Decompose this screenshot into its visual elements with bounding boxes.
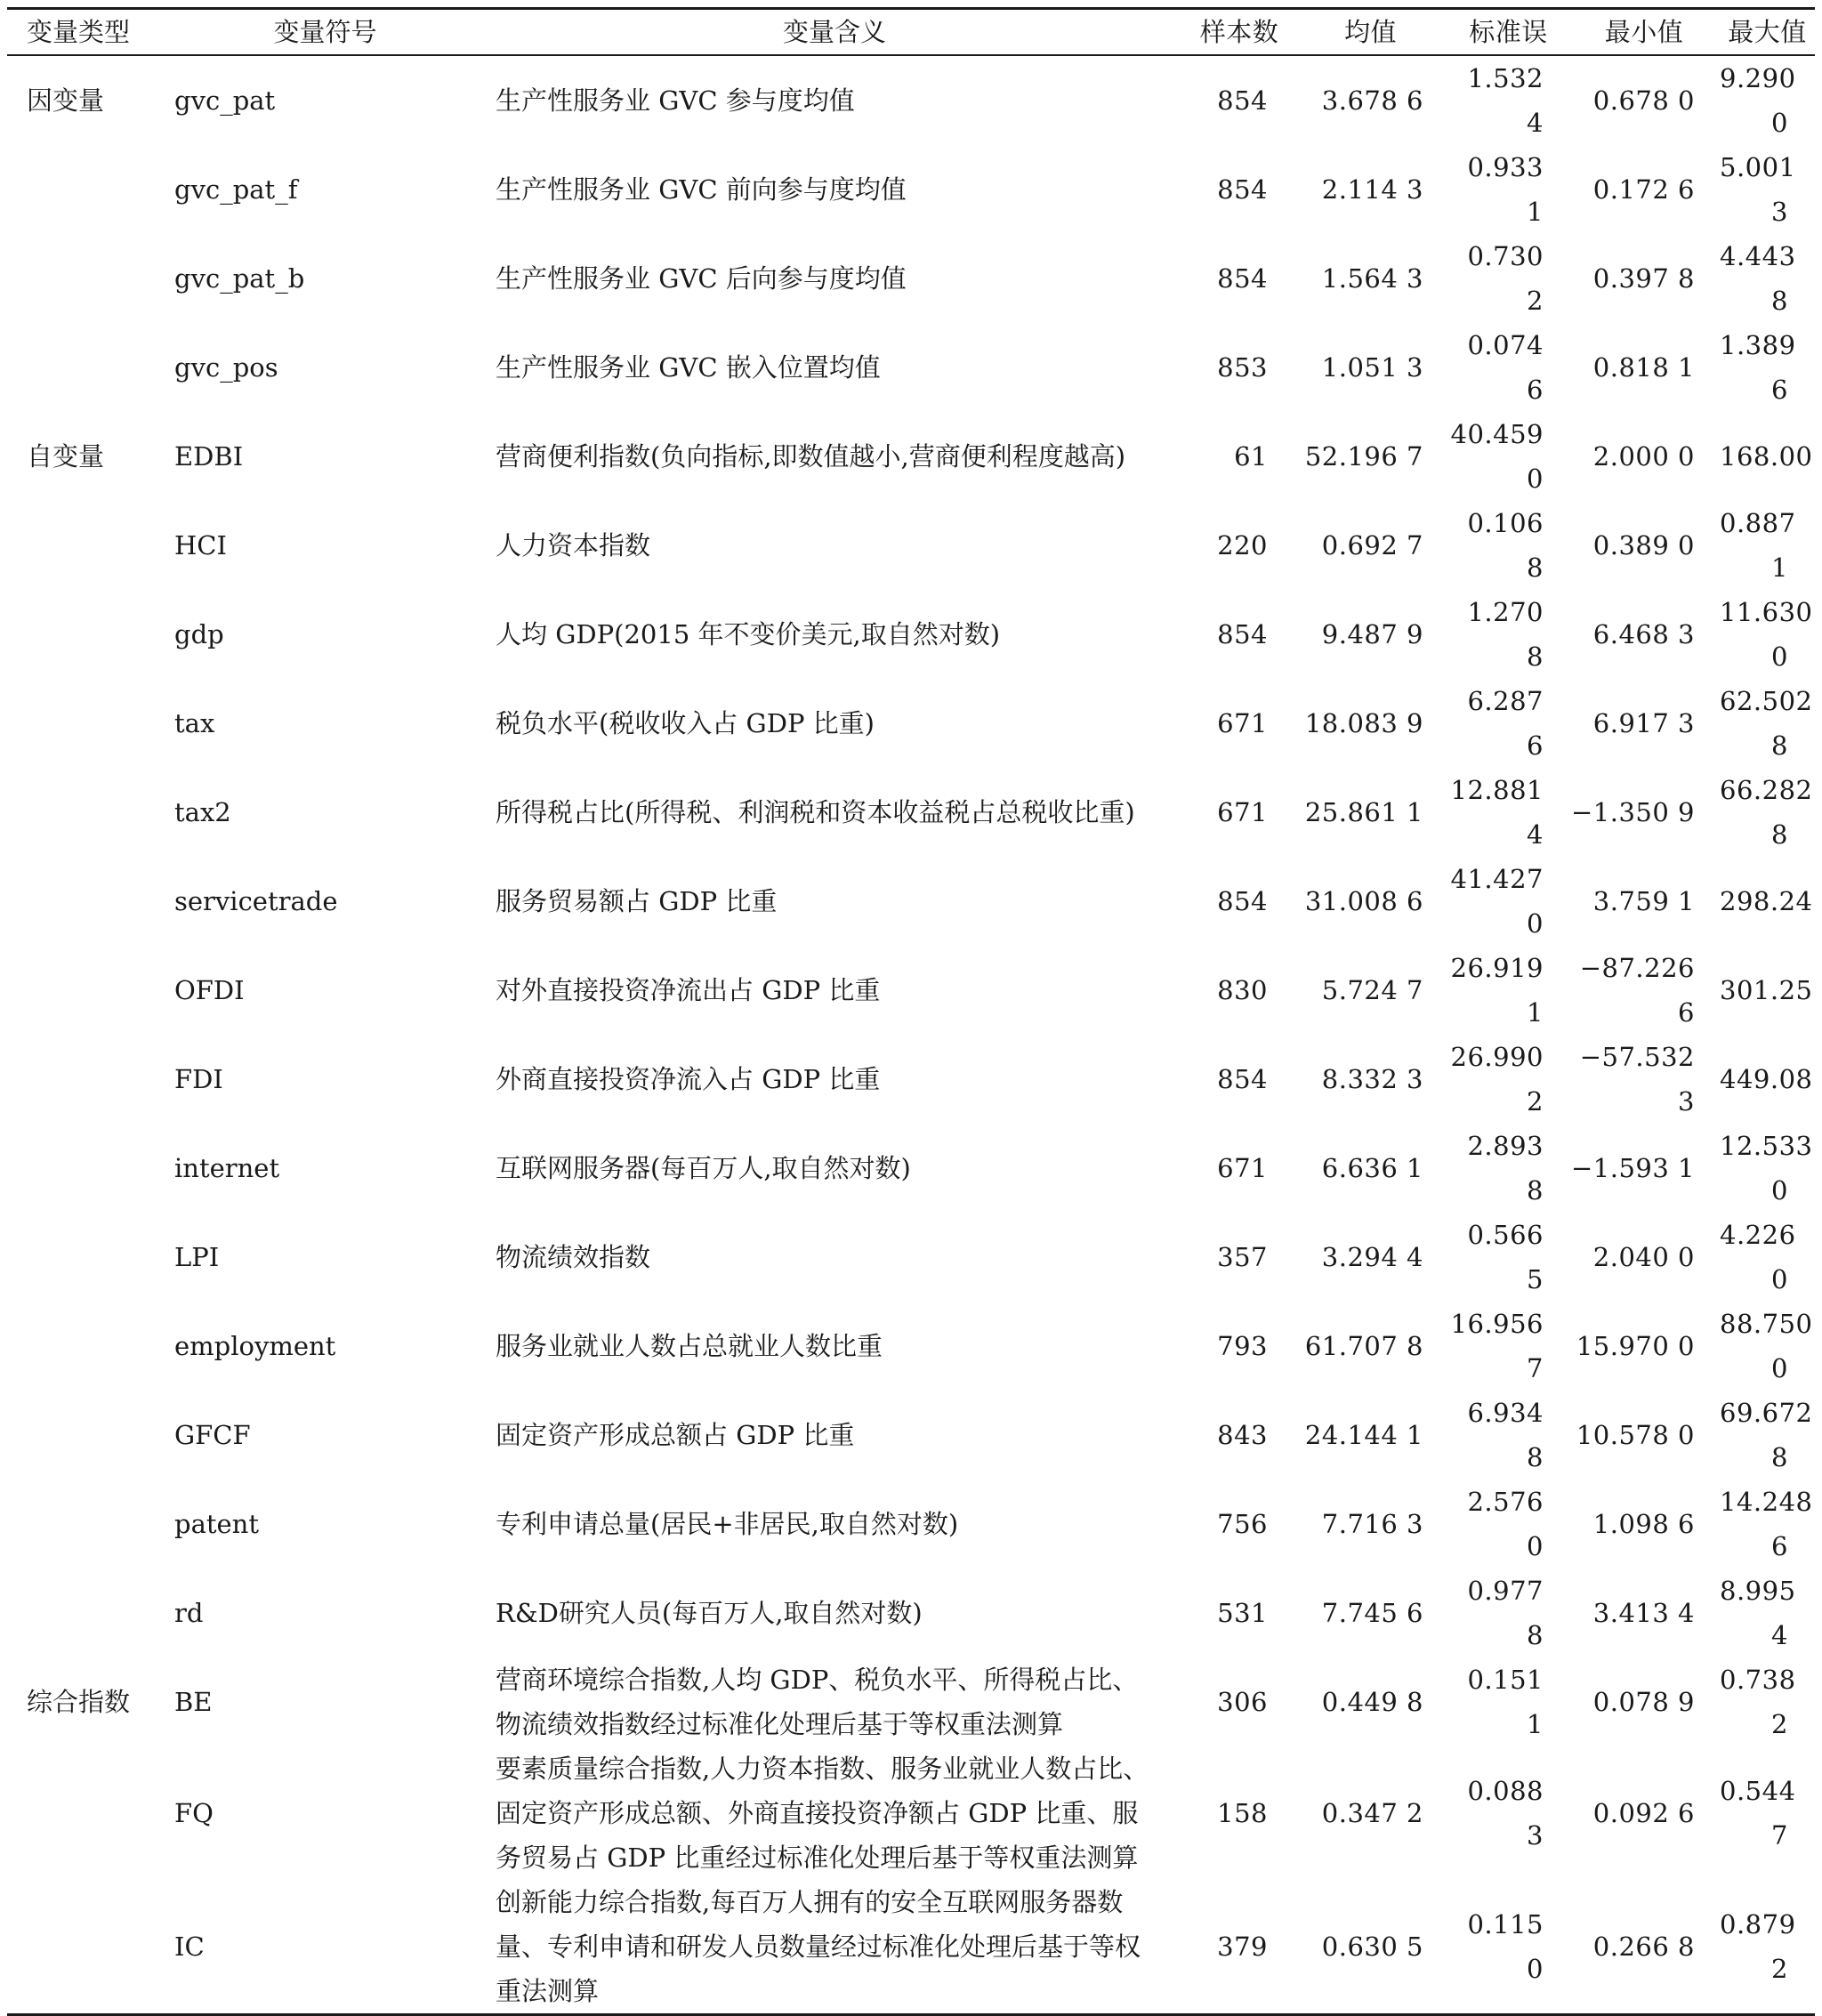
cell-max: 0.887 1: [1720, 508, 1796, 583]
cell-type: [7, 946, 167, 1035]
table-row: [7, 55, 1815, 145]
cell-max: 298.24: [1720, 886, 1813, 916]
cell-min: 0.389 0: [1592, 530, 1695, 560]
cell-max: 69.672 8: [1720, 1398, 1813, 1472]
cell-min: −1.350 9: [1571, 797, 1695, 827]
table-row: [7, 1480, 1815, 1568]
cell-max: 301.25: [1720, 975, 1813, 1005]
cell-mean: 0.692 7: [1321, 530, 1423, 560]
cell-min: 3.759 1: [1592, 886, 1695, 916]
cell-mean: 2.114 3: [1321, 174, 1423, 205]
cell-symbol: gdp: [174, 619, 224, 649]
cell-min: −87.226 6: [1579, 953, 1695, 1028]
cell-max: 4.226 0: [1720, 1220, 1796, 1294]
cell-n: 379: [1217, 1931, 1268, 1962]
cell-meaning: 生产性服务业 GVC 参与度均值: [496, 85, 855, 116]
cell-symbol: FDI: [174, 1064, 223, 1094]
table-row: [7, 1568, 1815, 1657]
table-body: [7, 55, 1815, 2015]
cell-type: [7, 501, 167, 590]
cell-min: 15.970 0: [1576, 1331, 1695, 1361]
cell-meaning: 对外直接投资净流出占 GDP 比重: [496, 975, 881, 1005]
cell-meaning: 服务业就业人数占总就业人数比重: [496, 1331, 883, 1361]
table-row: [7, 501, 1815, 590]
cell-symbol: HCI: [174, 530, 227, 560]
cell-se: 0.088 3: [1467, 1776, 1544, 1851]
cell-n: 671: [1217, 708, 1268, 738]
cell-max: 88.750 0: [1720, 1309, 1813, 1383]
cell-min: 1.098 6: [1592, 1509, 1695, 1539]
cell-n: 306: [1217, 1687, 1268, 1717]
cell-min: 2.040 0: [1592, 1242, 1695, 1272]
cell-n: 854: [1217, 174, 1268, 205]
cell-min: 0.397 8: [1592, 263, 1695, 294]
cell-max: 66.282 8: [1720, 775, 1813, 850]
table-row: [7, 857, 1815, 946]
cell-symbol: gvc_pat_b: [174, 263, 305, 294]
cell-n: 61: [1234, 441, 1268, 472]
cell-se: 6.934 8: [1467, 1398, 1544, 1472]
cell-meaning: 要素质量综合指数,人力资本指数、服务业就业人数占比、固定资产形成总额、外商直接投资净额占 GDP 比重、服务贸易占 GDP 比重经过标准化处理后基于等权重法测算: [496, 1754, 1149, 1873]
cell-n: 854: [1217, 886, 1268, 916]
cell-max: 449.08: [1720, 1064, 1813, 1094]
cell-symbol: FQ: [174, 1798, 214, 1828]
cell-symbol: GFCF: [174, 1420, 251, 1450]
cell-mean: 0.347 2: [1321, 1798, 1423, 1828]
cell-mean: 25.861 1: [1304, 797, 1423, 827]
cell-se: 2.893 8: [1467, 1131, 1544, 1206]
cell-max: 62.502 8: [1720, 686, 1813, 761]
table-row: [7, 768, 1815, 857]
cell-type: [7, 323, 167, 412]
cell-n: 853: [1217, 352, 1268, 383]
cell-meaning: 外商直接投资净流入占 GDP 比重: [496, 1064, 881, 1094]
cell-meaning: 固定资产形成总额占 GDP 比重: [496, 1420, 855, 1450]
cell-meaning: 税负水平(税收收入占 GDP 比重): [496, 708, 875, 738]
cell-symbol: tax: [174, 708, 215, 738]
cell-mean: 61.707 8: [1304, 1331, 1423, 1361]
cell-type: [7, 1302, 167, 1391]
cell-mean: 31.008 6: [1304, 886, 1423, 916]
cell-max: 1.389 6: [1720, 330, 1796, 405]
cell-mean: 7.716 3: [1321, 1509, 1423, 1539]
cell-type: [7, 857, 167, 946]
cell-min: 0.266 8: [1592, 1931, 1695, 1962]
cell-mean: 6.636 1: [1321, 1153, 1423, 1183]
cell-type: [7, 145, 167, 234]
cell-max: 0.738 2: [1720, 1665, 1796, 1739]
cell-type: 因变量: [27, 85, 105, 116]
cell-se: 0.566 5: [1467, 1220, 1544, 1294]
cell-type: [7, 679, 167, 768]
cell-n: 671: [1217, 1153, 1268, 1183]
cell-se: 40.459 0: [1450, 419, 1544, 494]
cell-se: 0.106 8: [1467, 508, 1544, 583]
cell-se: 0.151 1: [1467, 1665, 1544, 1739]
cell-n: 854: [1217, 619, 1268, 649]
cell-meaning: 营商环境综合指数,人均 GDP、税负水平、所得税占比、物流绩效指数经过标准化处理后基于等权重法测算: [496, 1665, 1139, 1739]
cell-se: 0.730 2: [1467, 241, 1544, 316]
cell-max: 11.630 0: [1720, 597, 1813, 672]
cell-type: [7, 590, 167, 679]
cell-meaning: R&D研究人员(每百万人,取自然对数): [496, 1598, 923, 1628]
cell-n: 671: [1217, 797, 1268, 827]
table-row: [7, 590, 1815, 679]
cell-min: −57.532 3: [1579, 1042, 1695, 1117]
cell-se: 0.074 6: [1467, 330, 1544, 405]
cell-min: 0.172 6: [1592, 174, 1695, 205]
cell-min: 0.678 0: [1592, 85, 1695, 116]
cell-mean: 18.083 9: [1304, 708, 1423, 738]
cell-meaning: 人均 GDP(2015 年不变价美元,取自然对数): [496, 619, 1001, 649]
cell-symbol: rd: [174, 1598, 204, 1628]
cell-type: [7, 1480, 167, 1568]
cell-meaning: 互联网服务器(每百万人,取自然对数): [496, 1153, 911, 1183]
cell-meaning: 创新能力综合指数,每百万人拥有的安全互联网服务器数量、专利申请和研发人员数量经过标准化处理后基于等权重法测算: [496, 1887, 1141, 2006]
table-row: [7, 1880, 1815, 2015]
cell-se: 41.427 0: [1450, 864, 1544, 939]
cell-mean: 7.745 6: [1321, 1598, 1423, 1628]
cell-mean: 3.678 6: [1321, 85, 1423, 116]
table-row: [7, 1746, 1815, 1880]
cell-mean: 52.196 7: [1304, 441, 1423, 472]
cell-symbol: employment: [174, 1331, 336, 1361]
cell-se: 0.115 0: [1467, 1909, 1544, 1984]
cell-meaning: 所得税占比(所得税、利润税和资本收益税占总税收比重): [496, 797, 1135, 827]
cell-se: 0.977 8: [1467, 1576, 1544, 1650]
cell-symbol: patent: [174, 1509, 260, 1539]
cell-n: 854: [1217, 85, 1268, 116]
cell-max: 5.001 3: [1720, 152, 1796, 227]
cell-min: 0.818 1: [1592, 352, 1695, 383]
cell-symbol: gvc_pat: [174, 85, 276, 116]
header-meaning: 变量含义: [782, 17, 886, 47]
table-row: [7, 1035, 1815, 1124]
cell-se: 1.270 8: [1467, 597, 1544, 672]
table-row: [7, 946, 1815, 1035]
table-header: [7, 9, 1815, 56]
cell-symbol: LPI: [174, 1242, 220, 1272]
cell-symbol: BE: [174, 1687, 213, 1717]
cell-se: 12.881 4: [1450, 775, 1544, 850]
cell-meaning: 服务贸易额占 GDP 比重: [496, 886, 778, 916]
cell-min: 0.078 9: [1592, 1687, 1695, 1717]
cell-mean: 3.294 4: [1321, 1242, 1423, 1272]
header-mean: 均值: [1343, 17, 1397, 47]
cell-type: [7, 1880, 167, 2015]
cell-se: 26.919 1: [1450, 953, 1544, 1028]
cell-type: [7, 1391, 167, 1480]
cell-symbol: IC: [174, 1931, 205, 1962]
cell-min: 10.578 0: [1576, 1420, 1695, 1450]
cell-se: 6.287 6: [1467, 686, 1544, 761]
cell-symbol: OFDI: [174, 975, 245, 1005]
cell-n: 854: [1217, 263, 1268, 294]
cell-min: 6.468 3: [1592, 619, 1695, 649]
cell-symbol: internet: [174, 1153, 280, 1183]
cell-symbol: servicetrade: [174, 886, 338, 916]
cell-max: 12.533 0: [1720, 1131, 1813, 1206]
cell-type: [7, 1568, 167, 1657]
table-row: [7, 679, 1815, 768]
cell-min: 0.092 6: [1592, 1798, 1695, 1828]
cell-se: 0.933 1: [1467, 152, 1544, 227]
cell-max: 9.290 0: [1720, 63, 1796, 138]
header-se: 标准误: [1469, 17, 1548, 47]
cell-mean: 24.144 1: [1304, 1420, 1423, 1450]
cell-mean: 8.332 3: [1321, 1064, 1423, 1094]
table-row: [7, 1657, 1815, 1746]
cell-max: 0.544 7: [1720, 1776, 1796, 1851]
cell-n: 756: [1217, 1509, 1268, 1539]
cell-max: 168.00: [1720, 441, 1813, 472]
cell-min: 6.917 3: [1592, 708, 1695, 738]
cell-max: 14.248 6: [1720, 1487, 1813, 1561]
cell-type: 自变量: [27, 441, 105, 472]
cell-se: 26.990 2: [1450, 1042, 1544, 1117]
table-row: [7, 234, 1815, 323]
table-row: [7, 1213, 1815, 1302]
cell-type: [7, 1746, 167, 1880]
cell-type: [7, 1213, 167, 1302]
cell-symbol: tax2: [174, 797, 231, 827]
cell-type: [7, 1035, 167, 1124]
table-row: [7, 1391, 1815, 1480]
header-n: 样本数: [1199, 17, 1279, 47]
cell-n: 357: [1217, 1242, 1268, 1272]
cell-meaning: 生产性服务业 GVC 嵌入位置均值: [496, 352, 881, 383]
header-min: 最小值: [1604, 17, 1684, 47]
cell-n: 793: [1217, 1331, 1268, 1361]
table-row: [7, 323, 1815, 412]
cell-n: 158: [1217, 1798, 1268, 1828]
table-row: [7, 145, 1815, 234]
cell-n: 531: [1217, 1598, 1268, 1628]
cell-symbol: gvc_pos: [174, 352, 278, 383]
cell-mean: 0.630 5: [1321, 1931, 1423, 1962]
header-symbol: 变量符号: [273, 17, 377, 47]
cell-min: −1.593 1: [1571, 1153, 1695, 1183]
cell-n: 843: [1217, 1420, 1268, 1450]
cell-type: 综合指数: [27, 1687, 131, 1717]
cell-mean: 1.564 3: [1321, 263, 1423, 294]
cell-mean: 9.487 9: [1321, 619, 1423, 649]
cell-min: 2.000 0: [1592, 441, 1695, 472]
cell-meaning: 营商便利指数(负向指标,即数值越小,营商便利程度越高): [496, 441, 1126, 472]
cell-max: 4.443 8: [1720, 241, 1796, 316]
table-row: [7, 1124, 1815, 1213]
cell-mean: 1.051 3: [1321, 352, 1423, 383]
cell-n: 220: [1217, 530, 1268, 560]
cell-type: [7, 1124, 167, 1213]
cell-max: 8.995 4: [1720, 1576, 1796, 1650]
cell-n: 830: [1217, 975, 1268, 1005]
header-row: [7, 9, 1815, 56]
descriptive-statistics-table: [7, 7, 1815, 2016]
cell-meaning: 人力资本指数: [496, 530, 651, 560]
header-type: 变量类型: [27, 17, 131, 47]
cell-n: 854: [1217, 1064, 1268, 1094]
cell-type: [7, 768, 167, 857]
cell-se: 1.532 4: [1467, 63, 1544, 138]
statistics-table-container: [7, 7, 1815, 2016]
cell-symbol: EDBI: [174, 441, 244, 472]
cell-mean: 5.724 7: [1321, 975, 1423, 1005]
cell-se: 2.576 0: [1467, 1487, 1544, 1561]
table-row: [7, 1302, 1815, 1391]
cell-type: [7, 234, 167, 323]
cell-mean: 0.449 8: [1321, 1687, 1423, 1717]
cell-se: 16.956 7: [1450, 1309, 1544, 1383]
cell-symbol: gvc_pat_f: [174, 174, 298, 205]
header-max: 最大值: [1728, 17, 1807, 47]
cell-meaning: 生产性服务业 GVC 前向参与度均值: [496, 174, 907, 205]
table-row: [7, 412, 1815, 501]
cell-min: 3.413 4: [1592, 1598, 1695, 1628]
cell-max: 0.879 2: [1720, 1909, 1796, 1984]
cell-meaning: 物流绩效指数: [496, 1242, 651, 1272]
cell-meaning: 生产性服务业 GVC 后向参与度均值: [496, 263, 907, 294]
cell-meaning: 专利申请总量(居民+非居民,取自然对数): [496, 1509, 959, 1539]
